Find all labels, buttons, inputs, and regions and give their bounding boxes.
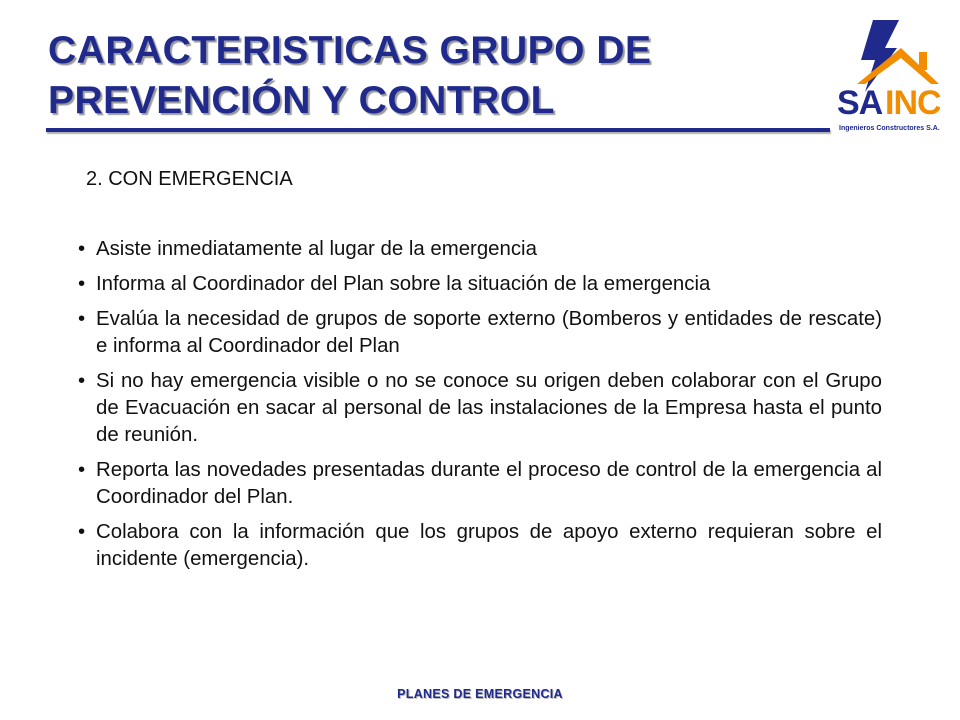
brand-sa: SA bbox=[837, 84, 883, 122]
list-item bbox=[78, 457, 882, 511]
brand-tagline: Ingenieros Constructores S.A. bbox=[839, 125, 940, 132]
list-item bbox=[78, 236, 882, 263]
footer-label: PLANES DE EMERGENCIA bbox=[397, 687, 563, 701]
bullet-icon: • bbox=[78, 273, 86, 295]
list-item-text: Colabora con la información que los grupos de apoyo externo requieran sobre el incidente (emergencia). bbox=[96, 521, 882, 570]
list-item bbox=[78, 368, 882, 449]
list-item bbox=[78, 519, 882, 573]
brand-inc: INC bbox=[885, 84, 940, 122]
page-title-line-1: CARACTERISTICAS GRUPO DE bbox=[48, 29, 652, 72]
list-item-text: Reporta las novedades presentadas durante el proceso de control de la emergencia al Coordinador del Plan. bbox=[96, 459, 882, 508]
bullet-icon: • bbox=[78, 238, 86, 260]
house-chimney-icon bbox=[919, 52, 927, 70]
list-item-text: Asiste inmediatamente al lugar de la emergencia bbox=[96, 238, 537, 260]
list-item bbox=[78, 306, 882, 360]
bullet-icon: • bbox=[78, 308, 86, 330]
list-item-text: Informa al Coordinador del Plan sobre la situación de la emergencia bbox=[96, 273, 711, 295]
list-item bbox=[78, 271, 882, 298]
page-title bbox=[48, 26, 652, 126]
sainc-logo bbox=[835, 18, 940, 138]
list-item-text: Evalúa la necesidad de grupos de soporte externo (Bomberos y entidades de rescate) e informa al Coordinador del Plan bbox=[96, 308, 882, 357]
section-subheading: 2. CON EMERGENCIA bbox=[86, 168, 293, 190]
bullet-icon: • bbox=[78, 459, 86, 481]
title-underline bbox=[46, 128, 830, 132]
bullet-list bbox=[78, 236, 882, 581]
list-item-text: Si no hay emergencia visible o no se conoce su origen deben colaborar con el Grupo de Evacuación en sacar al personal de las instalaciones de la Empresa hasta el punto de reunión. bbox=[96, 370, 882, 446]
bullet-icon: • bbox=[78, 521, 86, 543]
bullet-icon: • bbox=[78, 370, 86, 392]
page-title-line-2: PREVENCIÓN Y CONTROL bbox=[48, 79, 555, 122]
sainc-logo-graphic bbox=[835, 18, 940, 138]
